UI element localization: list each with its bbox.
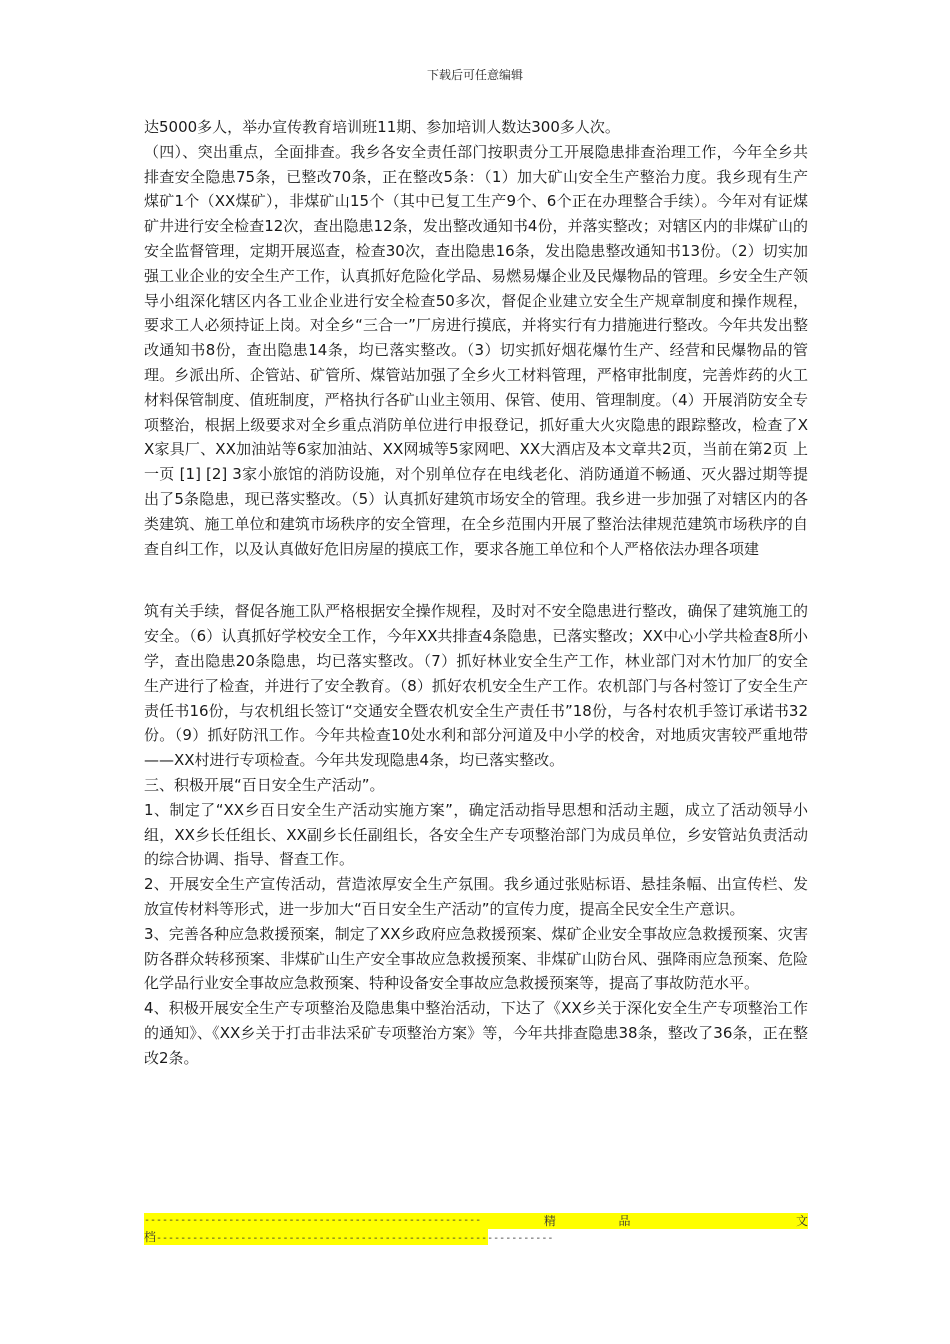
footer-dashes: ------------------------------------------------------------------ [156, 1233, 554, 1244]
paragraph: （四）、突出重点，全面排查。我乡各安全责任部门按职责分工开展隐患排查治理工作，今年全乡共排查安全隐患75条，已整改70条，正在整改5条：（1）加大矿山安全生产整治力度。我乡现有生产煤矿1个（XX煤矿），非煤矿山15个（其中已复工生产9个、6个正在办理整合手续）。今年对有证煤矿井进行安全检查12次，查出隐患12条，发出整改通知书4份，并落实整改；对辖区内的非煤矿山的安全监督管理，定期开展巡查，检查30次，查出隐患16条，发出隐患整改通知书13份。（2）切实加强工业企业的安全生产工作，认真抓好危险化学品、易燃易爆企业及民爆物品的管理。乡安全生产领导小组深化辖区内各工业企业进行安全检查50多次，督促企业建立安全生产规章制度和操作规程，要求工人必须持证上岗。对全乡“三合一”厂房进行摸底，并将实行有力措施进行整改。今年共发出整改通知书8份，查出隐患14条，均已落实整改。（3）切实抓好烟花爆竹生产、经营和民爆物品的管理。乡派出所、企管站、矿管所、煤管站加强了全乡火工材料管理，严格审批制度，完善炸药的火工材料保管制度、值班制度，严格执行各矿山业主领用、保管、使用、管理制度。（4）开展消防安全专项整治，根据上级要求对全乡重点消防单位进行申报登记，抓好重大火灾隐患的跟踪整改，检查了XX家具厂、XX加油站等6家加油站、XX网城等5家网吧、XX大酒店及本文章共2页，当前在第2页 上一页 [1] [2] 3家小旅馆的消防设施，对个别单位存在电线老化、消防通道不畅通、灭火器过期等提出了5条隐患，现已落实整改。（5）认真抓好建筑市场安全的管理。我乡进一步加强了对辖区内的各类建筑、施工单位和建筑市场秩序的安全管理，在全乡范围内开展了整治法律规范建筑市场秩序的自查自纠工作，以及认真做好危旧房屋的摸底工作，要求各施工单位和个人严格依法办理各项建 [144, 142, 808, 558]
footer-dashes: -------------------------------------------------------- [144, 1215, 482, 1226]
page-header-note: 下载后可任意编辑 [426, 68, 523, 82]
document-body [144, 115, 808, 1070]
footer-line-1 [144, 1213, 808, 1229]
footer-char: 品 [618, 1214, 631, 1228]
paragraph: 2、开展安全生产宣传活动，营造浓厚安全生产氛围。我乡通过张贴标语、悬挂条幅、出宣传栏、发放宣传材料等形式，进一步加大“百日安全生产活动”的宣传力度，提高全民安全生产意识。 [144, 875, 808, 918]
footer-char: 精 [543, 1214, 556, 1228]
paragraph: 筑有关手续，督促各施工队严格根据安全操作规程，及时对不安全隐患进行整改，确保了建筑施工的安全。（6）认真抓好学校安全工作，今年XX共排查4条隐患，已落实整改；XX中心小学共检查8所小学，查出隐患20条隐患，均已落实整改。（7）抓好林业安全生产工作，林业部门对木竹加厂的安全生产进行了检查，并进行了安全教育。（8）抓好农机安全生产工作。农机部门与各村签订了安全生产责任书16份，与农机组长签订“交通安全暨农机安全生产责任书”18份，与各村农机手签订承诺书32份。（9）抓好防汛工作。今年共检查10处水利和部分河道及中小学的校舍，对地质灾害较严重地带——XX村进行专项检查。今年共发现隐患4条，均已落实整改。 [144, 602, 808, 770]
paragraph: 4、积极开展安全生产专项整治及隐患集中整治活动，下达了《XX乡关于深化安全生产专项整治工作的通知》、《XX乡关于打击非法采矿专项整治方案》等，今年共排查隐患38条，整改了36条，正在整改2条。 [144, 999, 808, 1067]
footer-char: 文 [795, 1214, 808, 1228]
paragraph: 3、完善各种应急救援预案，制定了XX乡政府应急救援预案、煤矿企业安全事故应急救援预案、灾害防各群众转移预案、非煤矿山生产安全事故应急救援预案、非煤矿山防台风、强降雨应急预案、危险化学品行业安全事故应急救预案、特种设备安全事故应急救援预案等，提高了事故防范水平。 [144, 924, 808, 993]
footer-line-2 [144, 1229, 554, 1245]
text-block-2 [144, 599, 808, 1070]
paragraph: 1、制定了“XX乡百日安全生产活动实施方案”，确定活动指导思想和活动主题，成立了活动领导小组，XX乡长任组长、XX副乡长任副组长，各安全生产专项整治部门为成员单位，乡安管站负责活动的综合协调、指导、督查工作。 [144, 800, 808, 869]
text-block-1 [144, 115, 808, 561]
section-heading: 三、积极开展“百日安全生产活动”。 [144, 775, 385, 794]
footer-char: 档 [144, 1230, 157, 1244]
footer-watermark-bar [144, 1213, 808, 1245]
paragraph: 达5000多人，举办宣传教育培训班11期、参加培训人数达300多人次。 [144, 118, 620, 136]
